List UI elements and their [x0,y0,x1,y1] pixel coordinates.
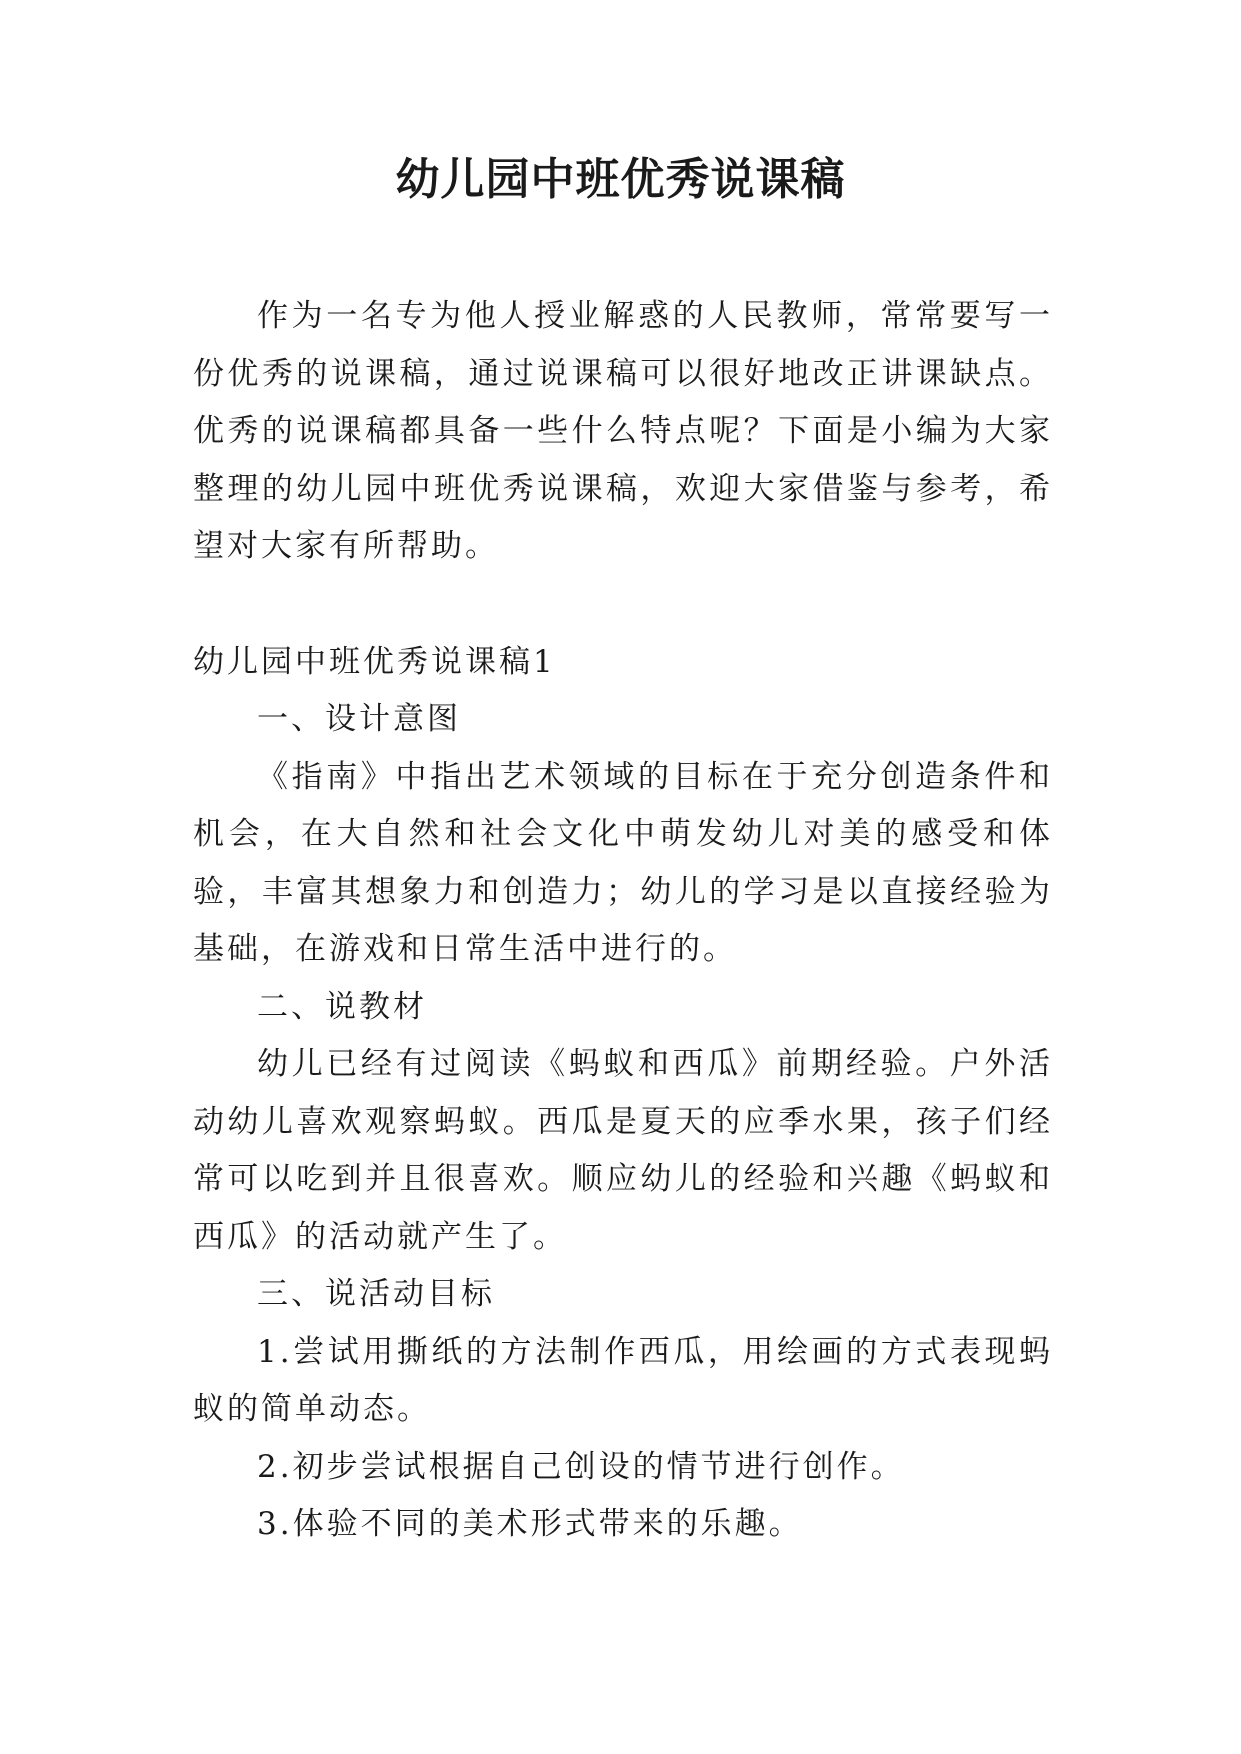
intro-paragraph: 作为一名专为他人授业解惑的人民教师，常常要写一份优秀的说课稿，通过说课稿可以很好地改正讲课缺点。优秀的说课稿都具备一些什么特点呢？下面是小编为大家整理的幼儿园中班优秀说课稿，欢迎大家借鉴与参考，希望对大家有所帮助。 [193,298,1053,564]
goal-item-1: 1.尝试用撕纸的方法制作西瓜，用绘画的方式表现蚂蚁的简单动态。 [193,1333,1053,1427]
goal-item-2: 2.初步尝试根据自己创设的情节进行创作。 [257,1448,905,1485]
document-title: 幼儿园中班优秀说课稿 [395,154,846,205]
goal-item-3: 3.体验不同的美术形式带来的乐趣。 [257,1506,803,1542]
section-title: 幼儿园中班优秀说课稿1 [193,643,556,680]
heading-teaching-material: 二、说教材 [257,988,427,1025]
design-intent-paragraph: 《指南》中指出艺术领域的目标在于充分创造条件和机会，在大自然和社会文化中萌发幼儿对美的感受和体验，丰富其想象力和创造力；幼儿的学习是以直接经验为基础，在游戏和日常生活中进行的。 [193,758,1053,967]
paragraph-spacer [193,576,1053,634]
document-body [193,288,1053,1554]
teaching-material-paragraph: 幼儿已经有过阅读《蚂蚁和西瓜》前期经验。户外活动幼儿喜欢观察蚂蚁。西瓜是夏天的应季水果，孩子们经常可以吃到并且很喜欢。顺应幼儿的经验和兴趣《蚂蚁和西瓜》的活动就产生了。 [193,1046,1053,1255]
heading-activity-goals: 三、说活动目标 [257,1276,495,1312]
heading-design-intent: 一、设计意图 [257,701,461,737]
